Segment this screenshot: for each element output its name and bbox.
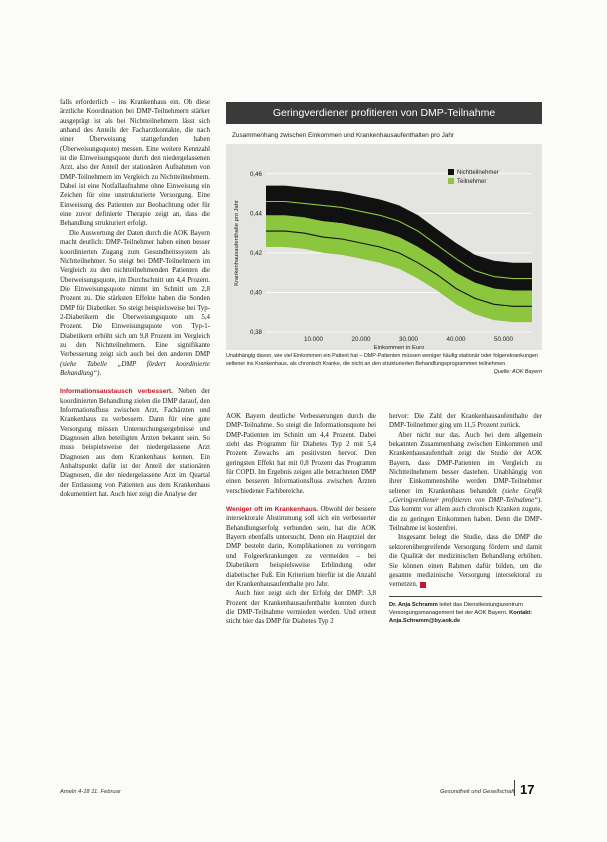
y-tick-label: 0,46 [249, 170, 262, 178]
x-tick-label: 10.000 [304, 336, 323, 343]
figure-caption: Unabhängig davon, wie viel Einkommen ein Patient hat – DMP-Patienten müssen weniger häufig stationär oder folgerekrankungen seltener ins Krankenhaus, als chronisch Kranke, die nicht an den strukturierten Behandlungsprogrammen teilnehmen. Quelle: AOK Bayern [226, 353, 542, 376]
article-column-1 [60, 98, 210, 499]
contact-email[interactable]: Anja.Schramm@by.aok.de [389, 617, 461, 624]
x-tick-label: 30.000 [399, 336, 418, 343]
chart-area [226, 144, 542, 350]
paragraph: Weniger oft im Krankenhaus. Obwohl der bessere intersektorale Abstimmung soll sich ein verbesserter Behandlungserfolg verbunden sein, hat die AOK Bayern ebenfalls untersucht. Denn ein Hauptziel der DMP besteht darin, Komplikationen zu verringern und Folgeerkrankungen zu vermeiden – bei Diabetikern beispielsweise Erblindung oder diabetischer Fuß. Ein Kriterium hierfür ist die Anzahl der Krankenhausaufenthalte pro Jahr. [226, 506, 376, 588]
paragraph: Aber nicht nur das. Auch bei dem allgemein bekannten Zusammenhang zwischen Einkommen und Krankenhausaufenthalt zeigt die Studie der AOK Bayern, dass DMP-Patienten im Vergleich zu Nichtteilnehmern besser dastehen. Unabhängig von ihrer Einkommenshöhe werden DMP-Teilnehmer seltener im Krankenhaus behandelt (siehe Grafik „Geringverdiener profitieren von DMP-Teilnahme“). Das kommt vor allem auch chronisch Kranken zugute, die zu geringen Einkommen haben. Denn die DMP-Teilnahme ist kostenfrei. [389, 431, 543, 533]
figure-source: Quelle: AOK Bayern [493, 369, 542, 376]
paragraph: Insgesamt belegt die Studie, dass die DMP die sektorenübergreifende Versorgung fördern und damit die Qualität der medizinischen Behandlung erhöhen. Sie können einen Rahmen dafür bilden, um die gesamte medizinische Versorgung intersektoral zu vernetzen. [389, 534, 542, 589]
y-axis-label: Krankenhausaufenthalte pro Jahr [234, 200, 240, 286]
article-column-2 [226, 412, 376, 627]
author-divider [389, 596, 542, 597]
paragraph: falls erforderlich – ins Krankenhaus ein. Ob diese ärztliche Koordination bei DMP-Teilnehmern stärker ausgeprägt ist als bei Nichtteilnehmern lässt sich anhand des Anteils der Facharztkontakte, die nach einer Überweisung stattgefunden haben (Überweisungsquote) messen. Eine weitere Kennzahl ist die Einweisungsquote durch den niedergelassenen Arzt, also der Anteil der stationären Aufnahmen von DMP-Teilnehmern im Vergleich zu Nichtteilnehmern. Dabei ist eine Notfallaufnahme ohne Einweisung ein Zeichen für eine unstrukturierte Versorgung. Eine Einweisung des Patienten zur Beobachtung oder für eine zuvor definierte Therapie zeigt an, dass die Behandlung strukturiert erfolgt. [60, 99, 210, 228]
x-tick-label: 40.000 [446, 336, 466, 343]
end-of-article-square-icon [420, 582, 426, 588]
author-name: Dr. Anja Schramm [389, 601, 438, 608]
y-tick-label: 0,44 [249, 210, 262, 218]
legend-swatch [448, 178, 454, 184]
chart-figure [226, 98, 542, 388]
paragraph: Die Auswertung der Daten durch die AOK Bayern macht deutlich: DMP-Teilnehmer haben einen besser koordinierten Zugang zum Gesundheitssystem als Nichtteilnehmer. So steigt bei DMP-Teilnehmern im Vergleich zu den nichtteilnehmenden Patienten die Überweisungsquote, im Durchschnitt um 4,4 Prozent. Die Einweisungsquote nimmt im Schnitt um 2,8 Prozent zu. Die stärksten Effekte haben die Sonden DMP für Diabetiker. So steigt beispielsweise bei Typ-2-Diabetikern die Überweisungsquote um 5,4 Prozent. Die Einweisungsquote von Typ-1-Diabetikern erhöht sich um 9,8 Prozent im Vergleich zu den Nichtteilnehmern. Eine signifikante Verbesserung zeigt sich auch bei den anderen DMP (siehe Tabelle „DMP fördert koordinierte Behandlung“). [60, 229, 210, 377]
legend-label: Teilnehmer [457, 179, 487, 185]
section-heading: Weniger oft im Krankenhaus. [226, 506, 319, 514]
y-tick-label: 0,38 [249, 329, 262, 336]
graphic-reference: (siehe Grafik „Geringverdiener profitieren von DMP-Teilnahme“) [389, 487, 543, 505]
figure-subtitle: Zusammenhang zwischen Einkommen und Krankenhausaufenthalten pro Jahr [232, 132, 455, 139]
paragraph: Informationsaustausch verbessert. Neben der koordinierten Behandlung zielen die DMP darauf, den Informationsfluss zwischen Arzt, Fachärzten und Krankenhaus zu verbessern. Dann für eine gute Versorgung müssen Untersuchungsergebnisse und Diagnosen allen beteiligten Ärzten bekannt sein. So muss beispielsweise der niedergelassene Arzt Diagnosen aus dem Krankenhaus kennen. Ein Anhaltspunkt dafür ist der Anteil der stationären Diagnosen, die der niedergelassene Arzt im Quartal der Entlassung von Patienten aus dem Krankenhaus dokumentiert hat. Auch hier zeigt die Analyse der [60, 388, 210, 499]
author-description: leitet das Dienstleistungszentrum Versorgungsmanagement bei der AOK Bayern. [389, 601, 523, 616]
contact-label: Kontakt: [509, 609, 533, 616]
figure-title: Geringverdiener profitieren von DMP-Teilnahme [272, 107, 496, 119]
x-tick-label: 50.000 [494, 336, 513, 343]
page-number: 17 [520, 782, 535, 797]
figure-title-bar [226, 102, 542, 124]
income-hospital-chart [226, 144, 542, 350]
y-tick-label: 0,42 [249, 249, 262, 257]
y-tick-label: 0,40 [249, 289, 262, 297]
footer-section-name: Gesundheit und Gesellschaft [440, 789, 515, 795]
legend-label: Nichtteilnehmer [457, 170, 499, 176]
section-heading: Informationsaustausch verbessert. [60, 388, 173, 396]
paragraph: AOK Bayern deutliche Verbesserungen durch die DMP-Teilnahme. So steigt die Informationsquote bei DMP-Patienten im Schnitt um 4,4 Prozent. Dabei zieht das Programm für Diabetes Typ 2 mit 5,4 Prozent Zuwachs am positivsten hervor. Den geringsten Effekt hat mit 0,8 Prozent das Programm für COPD. Im Ergebnis zeigen alle betrachteten DMP einen besseren Informationsfluss zwischen Ärzten verschiedener Fachbereiche. [226, 413, 376, 495]
legend-swatch [448, 169, 454, 175]
paragraph: hervor: Die Zahl der Krankenhausaufenthalte der DMP-Teilnehmer ging um 11,5 Prozent zurück. [389, 413, 542, 430]
article-column-3 [389, 412, 542, 625]
table-reference: (siehe Tabelle „DMP fördert koordinierte Behandlung“) [60, 360, 210, 377]
x-axis-label: Einkommen in Euro [373, 345, 425, 350]
footer-divider [514, 780, 515, 796]
author-box [389, 601, 542, 625]
x-tick-label: 20.000 [351, 336, 371, 343]
footer-issue-info: Ameln 4-18 11. Februar [60, 789, 121, 795]
paragraph: Auch hier zeigt sich der Erfolg der DMP: 3,8 Prozent der Krankenhausaufenthalte konnten durch die DMP-Teilnahme vermieden werden. Und erneut sticht hier das DMP für Diabetes Typ 2 [226, 590, 376, 626]
